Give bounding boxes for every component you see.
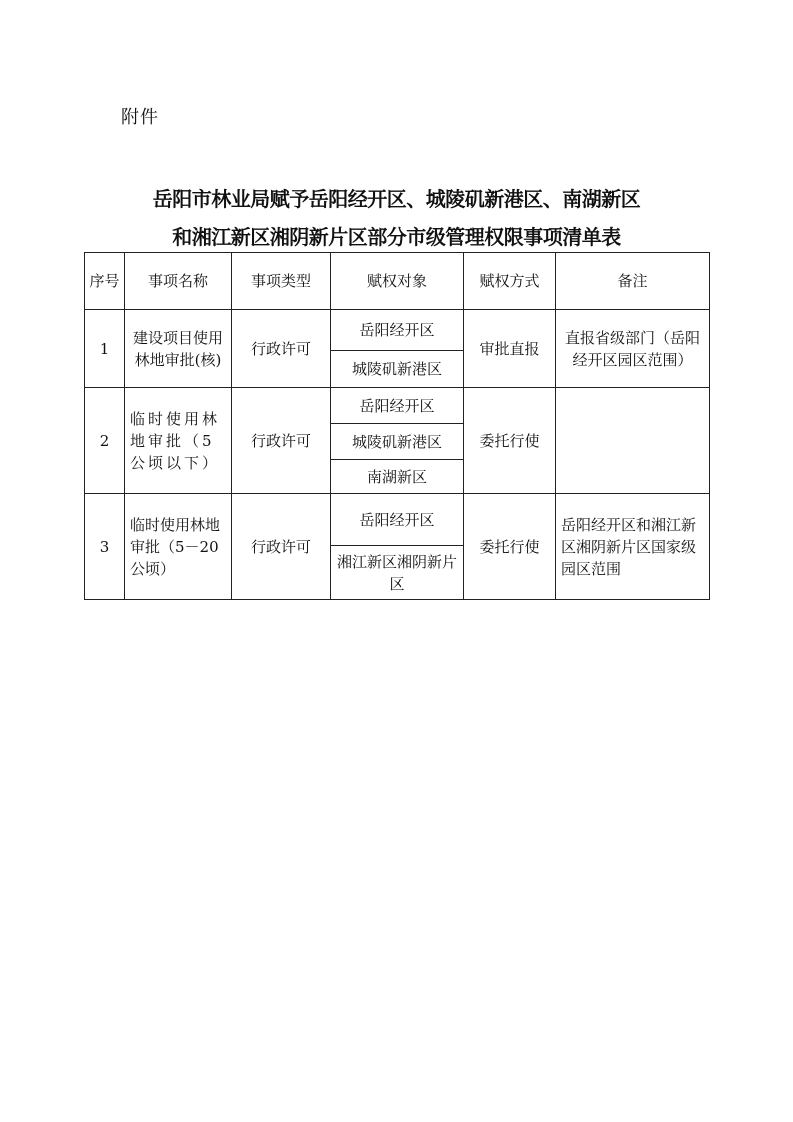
row-seq: 3: [85, 494, 125, 600]
table-header-row: [85, 253, 710, 310]
row-type: 行政许可: [232, 494, 331, 600]
attachment-label: 附件: [121, 107, 159, 128]
row-target: 湘江新区湘阴新片区: [331, 546, 464, 600]
document-title-line-2: 和湘江新区湘阴新片区部分市级管理权限事项清单表: [172, 225, 621, 249]
header-name: 事项名称: [125, 253, 232, 310]
row-note: [556, 388, 710, 494]
header-type: 事项类型: [232, 253, 331, 310]
row-target: 岳阳经开区: [331, 388, 464, 424]
row-target: 南湖新区: [331, 460, 464, 494]
row-type: 行政许可: [232, 310, 331, 388]
row-note: 岳阳经开区和湘江新区湘阴新片区国家级园区范围: [556, 494, 710, 600]
header-method: 赋权方式: [464, 253, 556, 310]
row-target: 城陵矶新港区: [331, 424, 464, 460]
header-target: 赋权对象: [331, 253, 464, 310]
row-seq: 2: [85, 388, 125, 494]
row-target: 岳阳经开区: [331, 310, 464, 351]
row-name: 临时使用林地审批（5－20公顷）: [125, 494, 232, 600]
row-name: 建设项目使用林地审批(核): [125, 310, 232, 388]
row-note: 直报省级部门（岳阳经开区园区范围）: [556, 310, 710, 388]
row-method: 委托行使: [464, 494, 556, 600]
row-seq: 1: [85, 310, 125, 388]
row-type: 行政许可: [232, 388, 331, 494]
table-row: [85, 388, 710, 424]
table-row: [85, 310, 710, 351]
header-note: 备注: [556, 253, 710, 310]
row-name: 临时使用林地审批（5公顷以下）: [125, 388, 232, 494]
table-row: [85, 494, 710, 546]
authority-list-table: [84, 252, 710, 600]
row-target: 城陵矶新港区: [331, 351, 464, 388]
row-method: 审批直报: [464, 310, 556, 388]
document-title-line-1: 岳阳市林业局赋予岳阳经开区、城陵矶新港区、南湖新区: [152, 187, 641, 211]
header-seq: 序号: [85, 253, 125, 310]
row-target: 岳阳经开区: [331, 494, 464, 546]
row-method: 委托行使: [464, 388, 556, 494]
